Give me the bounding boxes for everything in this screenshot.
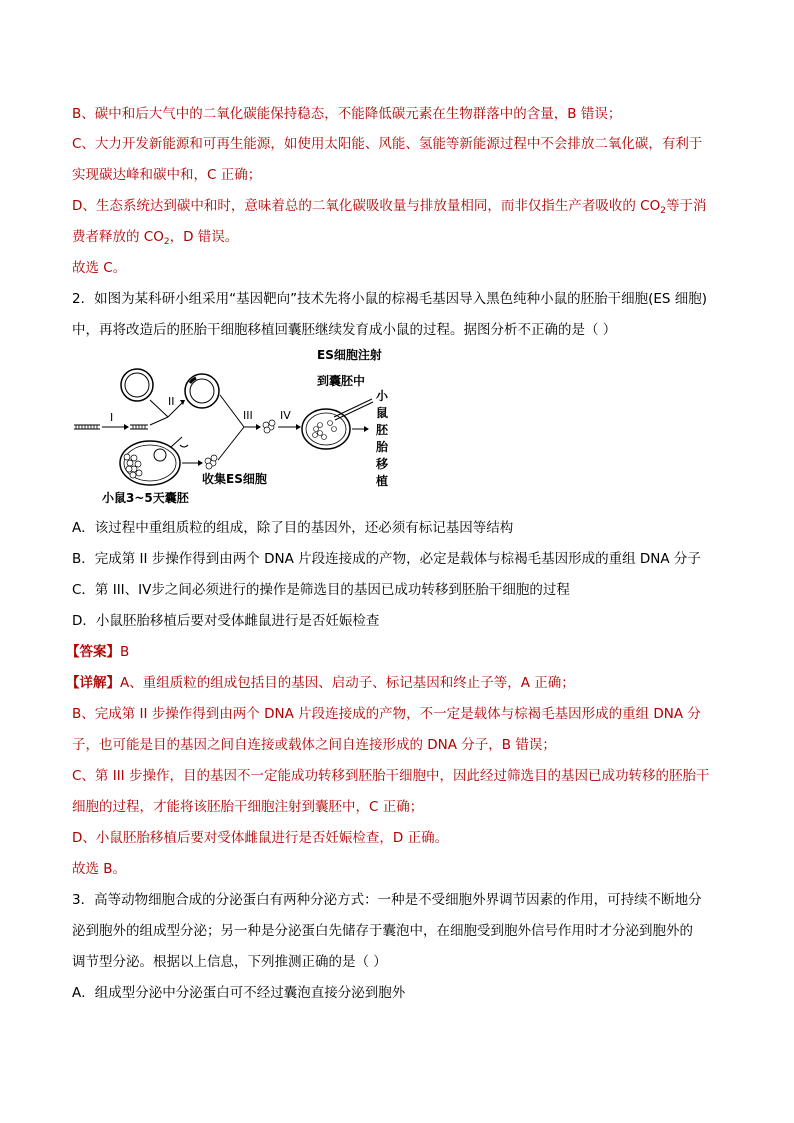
blastocyst-label: 小鼠3~5天囊胚 (102, 491, 189, 505)
sol1-option-c-line2: 实现碳达峰和碳中和，C 正确； (72, 167, 262, 183)
injected-blastocyst-icon (302, 409, 350, 449)
q2-option-c: C．第 III、IV步之间必须进行的操作是筛选目的基因已成功转移到胚胎干细胞的过程 (72, 582, 570, 598)
q3-stem-line2: 泌到胞外的组成型分泌；另一种是分泌蛋白先储存于囊泡中，在细胞受到胞外信号作用时才分泌到胞外的 (72, 923, 693, 939)
svg-text:移: 移 (376, 457, 389, 471)
modified-es-cells-icon (263, 420, 275, 433)
svg-text:胎: 胎 (376, 440, 389, 454)
sol1-d-text-b: 等于消 (665, 198, 707, 214)
q2-detail-c-line2: 细胞的过程，才能将该胚胎干细胞注射到囊胚中，C 正确； (72, 799, 424, 815)
svg-text:胚: 胚 (376, 423, 389, 437)
answer-tag: 【答案】 (66, 644, 120, 660)
q2-stem-line1: 2．如图为某科研小组采用“基因靶向”技术先将小鼠的棕褐毛基因导入黑色纯种小鼠的胚胎干细胞(ES 细胞) (72, 291, 707, 307)
q3-option-a: A．组成型分泌中分泌蛋白可不经过囊泡直接分泌到胞外 (72, 985, 406, 1001)
detail-a-text: A、重组质粒的组成包括目的基因、启动子、标记基因和终止子等，A 正确； (120, 675, 575, 691)
es-injection-label-1: ES细胞注射 (317, 348, 382, 362)
sol1-choice: 故选 C。 (72, 260, 127, 276)
detail-tag: 【详解】 (66, 675, 120, 691)
q3-stem-line3: 调节型分泌。根据以上信息，下列推测正确的是（ ） (72, 954, 387, 970)
blastocyst-icon (120, 441, 180, 485)
q3-stem-line1: 3．高等动物细胞合成的分泌蛋白有两种分泌方式：一种是不受细胞外界调节因素的作用，可持续不断地分 (72, 892, 702, 908)
sol1-option-c-line1: C、大力开发新能源和可再生能源，如使用太阳能、风能、氢能等新能源过程中不会排放二氧化碳，有利于 (72, 136, 703, 152)
embryo-transfer-label (375, 389, 389, 488)
q2-option-a: A．该过程中重组质粒的组成，除了目的基因外，还必须有标记基因等结构 (72, 520, 514, 536)
step1-label: I (110, 411, 114, 424)
q2-detail-b-line2: 子，也可能是目的基因之间自连接或载体之间自连接形成的 DNA 分子，B 错误； (72, 737, 556, 753)
step4-label: IV (280, 409, 291, 422)
co2-subscript: 2 (163, 237, 170, 247)
plasmid-icon (121, 369, 153, 401)
es-injection-label-2: 到囊胚中 (317, 374, 366, 388)
q2-detail-c-line1: C、第 III 步操作，目的基因不一定能成功转移到胚胎干细胞中，因此经过筛选目的基因已成功转移的胚胎干 (72, 768, 710, 784)
sol1-option-d-line1 (72, 196, 706, 221)
target-gene-icon (130, 425, 148, 429)
injection-needle-icon (334, 399, 372, 417)
co2-subscript: 2 (660, 206, 666, 216)
q2-detail-b-line1: B、完成第 II 步操作得到由两个 DNA 片段连接成的产物，不一定是载体与棕褐毛基因形成的重组 DNA 分 (72, 706, 701, 722)
recombinant-plasmid-icon (185, 374, 219, 408)
answer-value: B (120, 644, 130, 660)
svg-text:植: 植 (376, 474, 389, 488)
es-cells-icon (205, 455, 217, 469)
sol1-d2-text-b: ，D 错误。 (169, 229, 239, 245)
q2-detail-a (66, 673, 575, 693)
sol1-d2-text-a: 费者释放的 CO (72, 229, 164, 245)
svg-text:鼠: 鼠 (376, 406, 389, 420)
gene-targeting-figure (72, 345, 402, 505)
q2-answer (66, 642, 129, 662)
collect-es-label: 收集ES细胞 (202, 472, 267, 486)
q2-stem-line2: 中，再将改造后的胚胎干细胞移植回囊胚继续发育成小鼠的过程。据图分析不正确的是（ ） (72, 322, 617, 338)
q2-detail-d: D、小鼠胚胎移植后要对受体雌鼠进行是否妊娠检查，D 正确。 (72, 830, 449, 846)
q2-option-d: D．小鼠胚胎移植后要对受体雌鼠进行是否妊娠检查 (72, 613, 380, 629)
dna-fragment-icon (74, 425, 100, 429)
sol1-option-d-line2 (72, 227, 238, 252)
sol1-d-text-a: D、生态系统达到碳中和时，意味着总的二氧化碳吸收量与排放量相同，而非仅指生产者吸收的 CO (72, 198, 661, 214)
step3-label: III (243, 409, 253, 422)
step2-label: II (168, 395, 175, 408)
sol1-option-b: B、碳中和后大气中的二氧化碳能保持稳态，不能降低碳元素在生物群落中的含量，B 错误； (72, 106, 622, 122)
q2-option-b: B．完成第 II 步操作得到由两个 DNA 片段连接成的产物，必定是载体与棕褐毛基因形成的重组 DNA 分子 (72, 551, 701, 567)
svg-text:小: 小 (376, 389, 389, 403)
q2-choice: 故选 B。 (72, 861, 127, 877)
